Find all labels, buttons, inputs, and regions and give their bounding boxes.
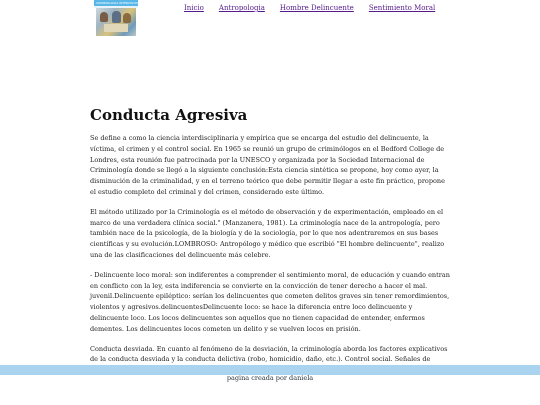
main-content [90, 106, 450, 385]
logo-figure [100, 12, 108, 22]
header [0, 0, 540, 40]
footer [0, 365, 540, 382]
logo-figure [112, 11, 121, 23]
logo-tagline: CRIMINOLOGIA INTERDISCIPLINARIA Y EMPIRICA [96, 1, 169, 5]
nav-link-hombre-delincuente[interactable]: Hombre Delincuente [279, 4, 354, 12]
paragraph: - Delincuente loco moral: son indiferentes a comprender el sentimiento moral, de educación y cuando entran en conflicto con la ley, esta indiferencia se convierte en la convicción de tener derecho a hacer el mal. juvenil.Delincuente epiléptico: serían los delincuentes que cometen delitos graves sin tener remordimientos, violentos y agresivos.delincuentesDelincuente loco: se hace la diferencia entre loco delincuente y delincuente loco. Los locos delincuentes son aquellos que no tienen capacidad de entender, enfermos dementes. Los delincuentes locos cometen un delito y se vuelven locos en prisión. [90, 270, 450, 333]
logo-figure [123, 13, 131, 23]
logo-figure [104, 24, 128, 32]
footer-text: pagina creada por daniela [226, 374, 314, 382]
site-logo[interactable] [94, 0, 169, 36]
main-nav [184, 4, 435, 12]
page-title: Conducta Agresiva [90, 106, 248, 124]
paragraph: Se define a como la ciencia interdisciplinaria y empírica que se encarga del estudio del delincuente, la víctima, el crimen y el control social. En 1965 se reunió un grupo de criminólogos en el Bedford College de Londres, esta reunión fue patrocinada por la UNESCO y organizada por la Sociedad Internacional de Criminología donde se llegó a la siguiente conclusión:Esta ciencia sintética se propone, hoy como ayer, la disminución de la criminalidad, y en el terreno teórico que debe permitir llegar a este fin práctico, propone el estudio completo del criminal y del crimen, considerado este último. [90, 134, 445, 196]
paragraph: Conducta desviada. En cuanto al fenómeno de la desviación, la criminología aborda los factores explicativos de la conducta desviada y la conducta delictiva (robo, homicidio, daño, etc.). Control social. Señales de [90, 344, 448, 364]
paragraph: El método utilizado por la Criminología es el método de observación y de experimentación, empleado en el marco de una verdadera clínica social." (Manzanera, 1981). La criminología nace de la antropología, pero también nace de la psicología, de la biología y de la sociología, por lo que nos adentraremos en sus bases científicas y su evolución.LOMBROSO: Antropólogo y médico que escribió "El hombre delincuente", realizo una de las clasificaciones del delincuente más celebre. [90, 207, 445, 259]
nav-link-antropologia[interactable]: Antropologia [218, 4, 265, 12]
nav-link-sentimiento-moral[interactable]: Sentimiento Moral [368, 4, 436, 12]
nav-link-inicio[interactable]: Inicio [184, 4, 204, 12]
